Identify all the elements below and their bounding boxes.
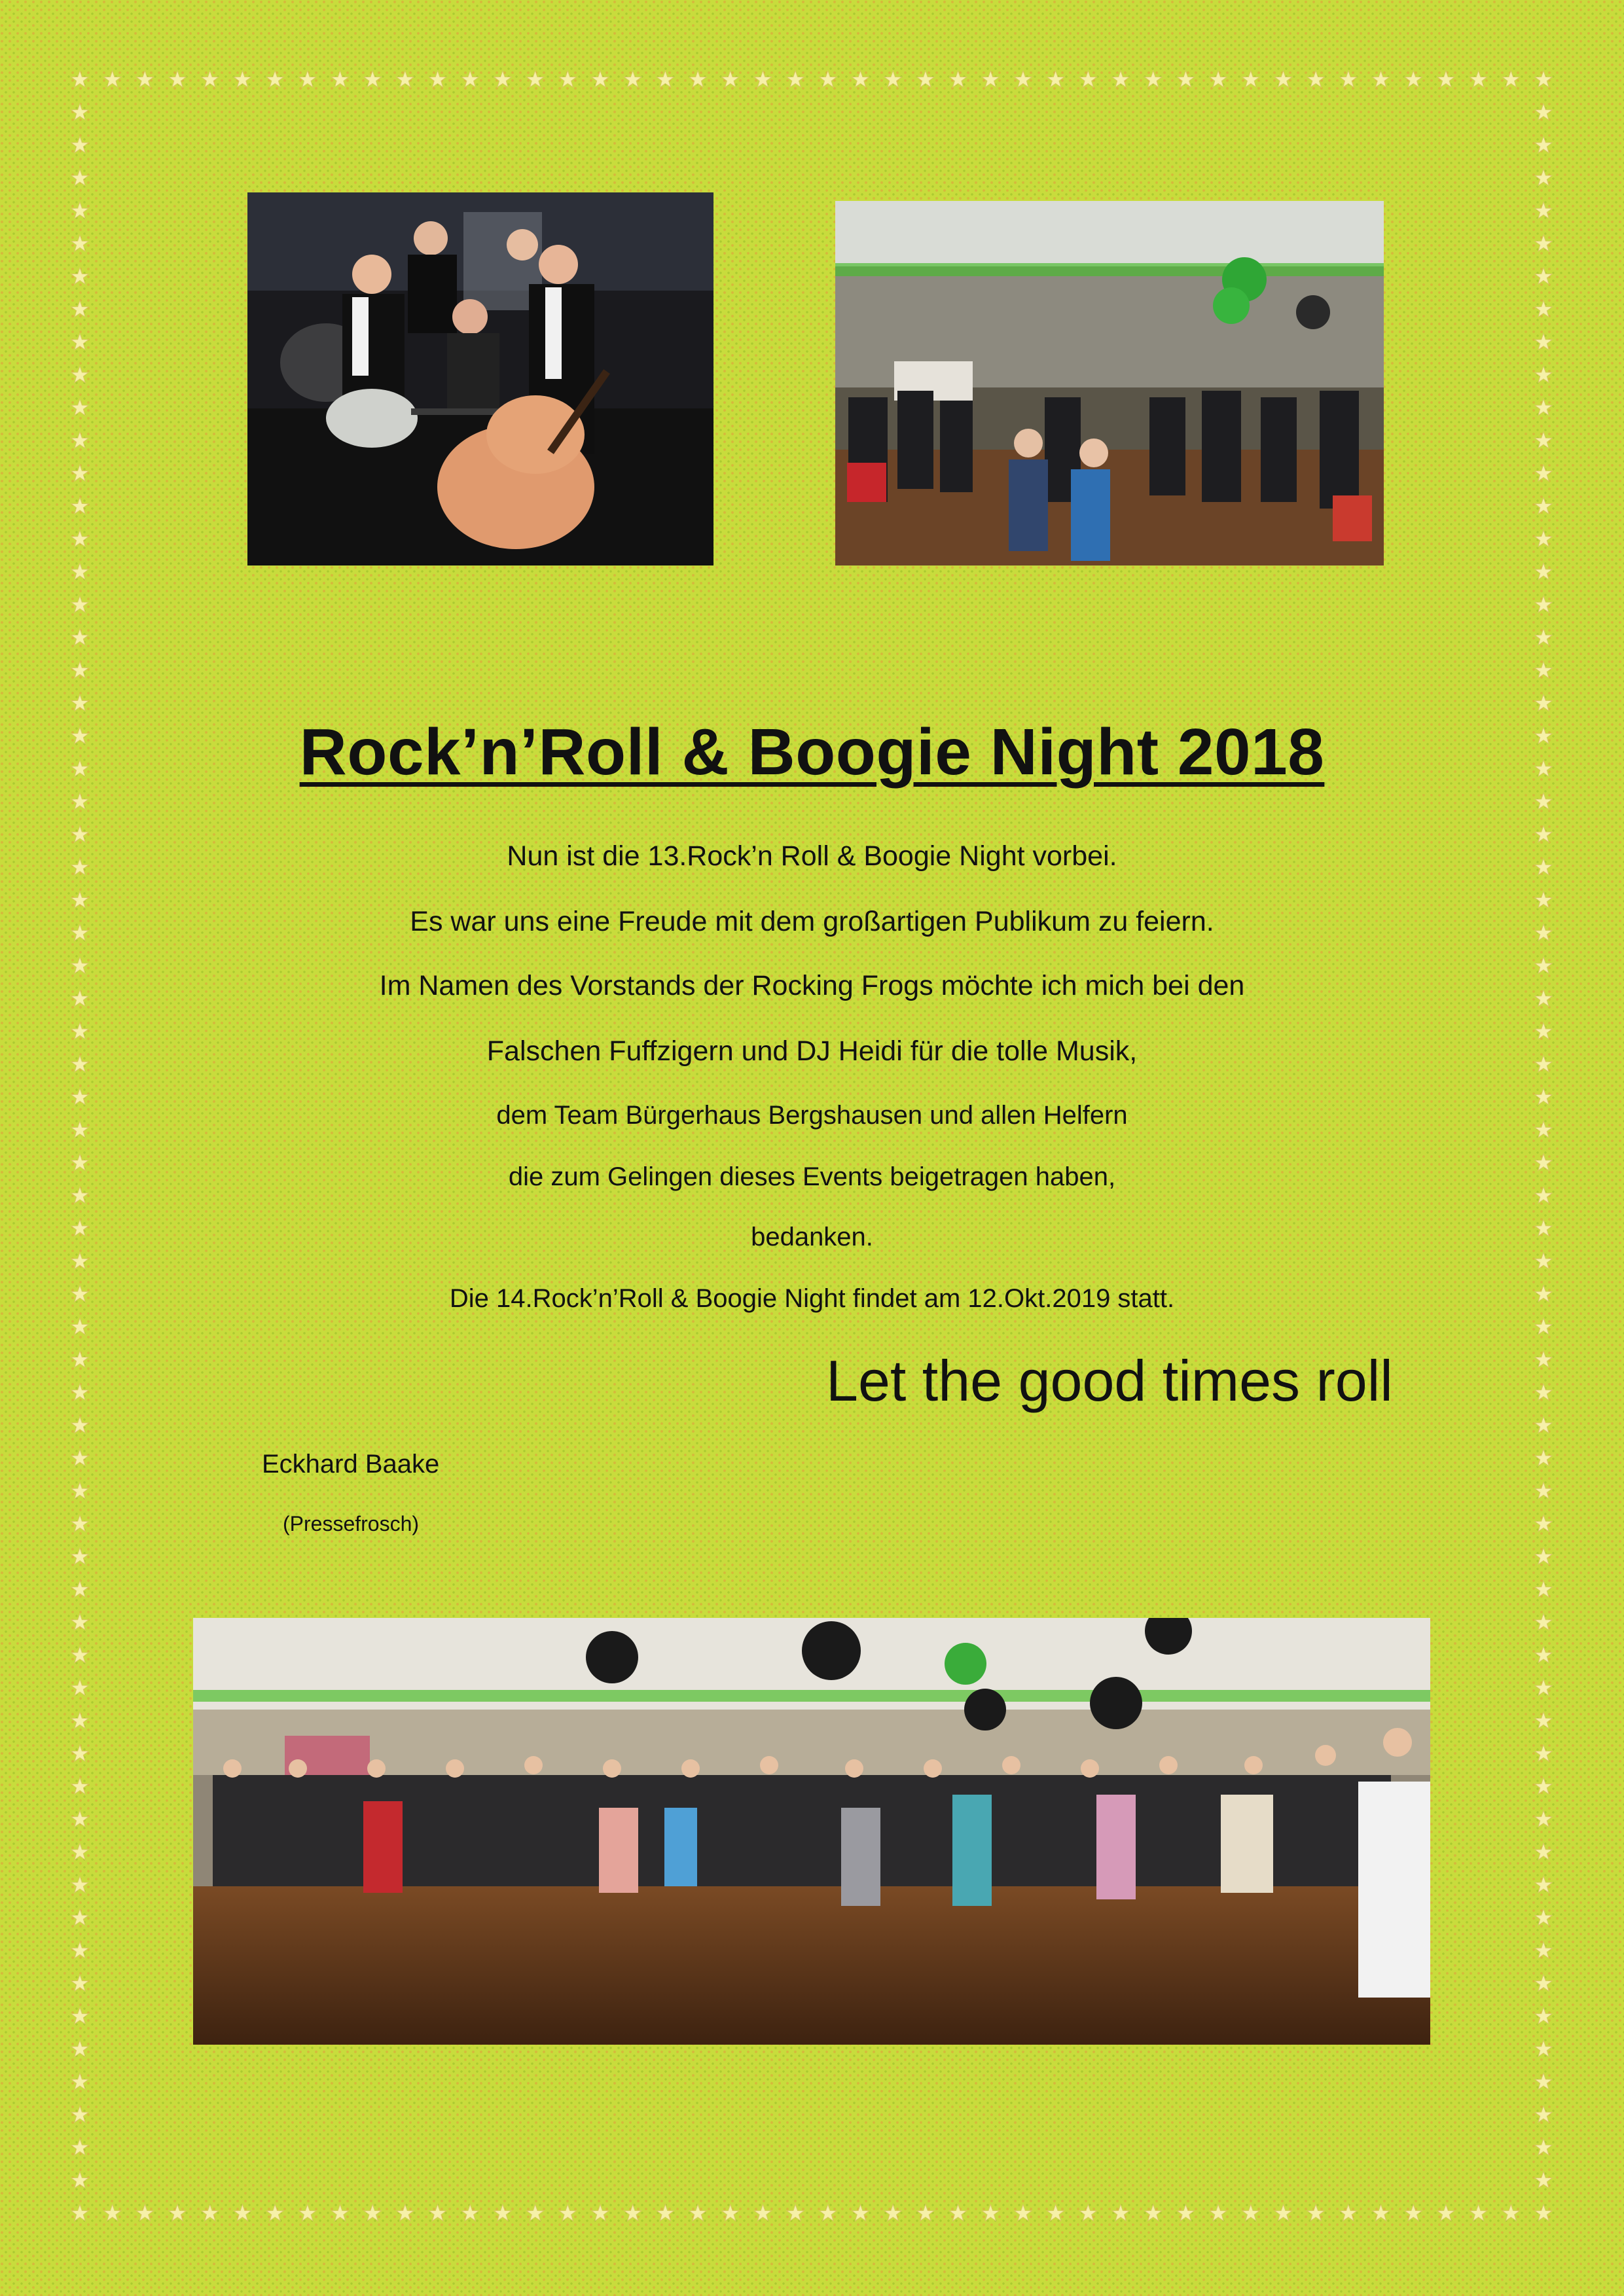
border-star-icon [1535,596,1553,612]
border-star-icon [1535,71,1553,87]
border-star-icon [1535,662,1553,678]
border-star-icon [1535,1318,1553,1335]
border-star-icon [689,2204,707,2221]
border-star-icon [1470,2204,1487,2221]
border-star-icon [1535,2073,1553,2089]
border-star-icon [71,300,89,317]
border-star-icon [71,2007,89,2024]
border-star-icon [526,71,544,87]
border-star-icon [397,2204,414,2221]
border-star-icon [820,71,837,87]
border-star-icon [429,71,446,87]
border-star-icon [1340,2204,1358,2221]
border-star-icon [559,71,577,87]
border-star-icon [1502,2204,1520,2221]
border-star-icon [1535,2106,1553,2123]
border-star-icon [1535,1975,1553,1991]
border-star-icon [1177,2204,1195,2221]
border-star-icon [949,71,967,87]
border-star-icon [71,793,89,809]
border-star-icon [71,563,89,579]
group-panorama-photo [193,1618,1430,2045]
border-star-icon [1535,1712,1553,1729]
border-star-icon [1144,71,1162,87]
text-line-1: Nun ist die 13.Rock’n Roll & Boogie Night vorbei. [507,840,1117,872]
border-star-icon [1242,2204,1260,2221]
border-star-icon [657,71,674,87]
border-star-icon [71,1942,89,1958]
text-line-8: Die 14.Rock’n’Roll & Boogie Night findet am 12.Okt.2019 statt. [449,1284,1175,1313]
border-star-icon [982,2204,1000,2221]
border-star-icon [1535,202,1553,219]
border-star-icon [1535,1416,1553,1433]
border-star-icon [1535,1581,1553,1597]
border-star-icon [71,1613,89,1630]
border-star-icon [169,71,187,87]
border-star-icon [71,366,89,382]
border-star-icon [1535,1679,1553,1696]
border-star-icon [1535,1449,1553,1465]
author-name: Eckhard Baake [262,1450,440,1479]
text-line-4: Falschen Fuffzigern und DJ Heidi für die tolle Musik, [486,1035,1138,1067]
border-star-icon [71,1384,89,1400]
border-star-icon [71,103,89,120]
border-star-icon [201,71,219,87]
border-star-icon [1535,268,1553,284]
border-star-icon [71,235,89,251]
border-star-icon [71,2040,89,2056]
border-star-icon [1535,793,1553,809]
dance-floor-photo [835,201,1384,565]
border-star-icon [71,1810,89,1827]
border-star-icon [1535,563,1553,579]
border-star-icon [559,2204,577,2221]
border-star-icon [1535,2139,1553,2155]
border-star-icon [1535,366,1553,382]
border-star-icon [1437,2204,1455,2221]
border-star-icon [917,2204,935,2221]
border-star-icon [917,71,935,87]
border-star-icon [397,71,414,87]
border-star-icon [1535,235,1553,251]
text-line-2: Es war uns eine Freude mit dem großartigen Publikum zu feiern. [410,906,1214,937]
border-star-icon [494,2204,512,2221]
border-star-icon [136,2204,154,2221]
border-star-icon [71,1679,89,1696]
border-star-icon [624,2204,641,2221]
border-star-icon [71,2073,89,2089]
border-star-icon [689,71,707,87]
border-star-icon [1242,71,1260,87]
border-star-icon [1535,2040,1553,2056]
border-star-icon [1340,71,1358,87]
border-star-icon [1535,169,1553,185]
border-star-icon [1307,2204,1325,2221]
border-star-icon [592,71,609,87]
border-star-icon [71,465,89,481]
border-star-icon [429,2204,446,2221]
border-star-icon [201,2204,219,2221]
border-star-icon [299,71,317,87]
border-star-icon [1535,300,1553,317]
border-star-icon [1274,2204,1292,2221]
border-star-icon [1047,71,1064,87]
border-star-icon [787,2204,804,2221]
band-photo [247,192,713,565]
author-role: (Pressefrosch) [283,1512,420,1535]
border-star-icon [71,432,89,448]
border-star-icon [721,2204,739,2221]
border-star-icon [884,2204,902,2221]
border-star-icon [1502,71,1520,87]
border-star-icon [1535,530,1553,547]
border-star-icon [982,71,1000,87]
border-star-icon [71,2172,89,2188]
border-star-icon [71,1351,89,1367]
border-star-icon [71,1843,89,1859]
border-star-icon [787,71,804,87]
border-star-icon [1535,465,1553,481]
border-star-icon [71,1745,89,1761]
border-star-icon [71,662,89,678]
border-star-icon [949,2204,967,2221]
border-star-icon [71,2106,89,2123]
border-star-icon [1535,1613,1553,1630]
border-star-icon [1535,136,1553,152]
border-star-icon [1470,71,1487,87]
border-star-icon [657,2204,674,2221]
border-star-icon [1405,2204,1422,2221]
border-star-icon [1535,1515,1553,1532]
border-star-icon [71,694,89,711]
border-star-icon [754,71,772,87]
text-line-5: dem Team Bürgerhaus Bergshausen und allen Helfern [496,1101,1128,1130]
border-star-icon [1535,399,1553,416]
border-star-icon [1535,1548,1553,1564]
border-star-icon [71,333,89,350]
border-star-icon [71,1646,89,1662]
border-star-icon [266,2204,284,2221]
border-star-icon [1437,71,1455,87]
border-star-icon [71,169,89,185]
border-star-icon [461,2204,479,2221]
border-star-icon [852,71,869,87]
border-star-icon [1535,1778,1553,1794]
border-star-icon [1535,2204,1553,2221]
border-star-icon [71,1909,89,1926]
border-star-icon [526,2204,544,2221]
border-star-icon [1535,1351,1553,1367]
border-star-icon [1535,1482,1553,1499]
border-star-icon [71,1712,89,1729]
border-star-icon [820,2204,837,2221]
border-star-icon [1535,333,1553,350]
border-star-icon [1535,629,1553,645]
border-star-icon [71,629,89,645]
border-star-icon [1535,2007,1553,2024]
border-star-icon [1079,71,1097,87]
border-star-icon [71,1449,89,1465]
border-star-icon [71,399,89,416]
border-star-icon [364,2204,382,2221]
border-star-icon [71,202,89,219]
border-star-icon [169,2204,187,2221]
border-star-icon [299,2204,317,2221]
border-star-icon [331,71,349,87]
border-star-icon [71,2204,89,2221]
border-star-icon [71,71,89,87]
border-star-icon [1047,2204,1064,2221]
border-star-icon [1535,1384,1553,1400]
border-star-icon [71,1778,89,1794]
border-star-icon [1015,71,1032,87]
border-star-icon [71,1975,89,1991]
border-star-icon [71,2139,89,2155]
border-star-icon [1535,1843,1553,1859]
border-star-icon [1535,2172,1553,2188]
border-star-icon [1210,71,1227,87]
text-line-6: die zum Gelingen dieses Events beigetragen haben, [508,1162,1116,1191]
border-star-icon [1535,1810,1553,1827]
border-star-icon [1405,71,1422,87]
border-star-icon [234,71,251,87]
border-star-icon [461,71,479,87]
border-star-icon [1535,1909,1553,1926]
border-star-icon [1177,71,1195,87]
border-star-icon [71,1876,89,1892]
border-star-icon [592,2204,609,2221]
border-star-icon [1535,694,1553,711]
border-star-icon [624,71,641,87]
page-title: Rock’n’Roll & Boogie Night 2018 [299,715,1325,789]
border-star-icon [1372,2204,1390,2221]
border-star-icon [884,71,902,87]
border-star-icon [721,71,739,87]
border-star-icon [71,1318,89,1335]
border-star-icon [71,1482,89,1499]
border-star-icon [1112,2204,1130,2221]
border-star-icon [103,71,121,87]
border-star-icon [1144,2204,1162,2221]
border-star-icon [1112,71,1130,87]
border-star-icon [103,2204,121,2221]
border-star-icon [71,1581,89,1597]
border-star-icon [364,71,382,87]
border-star-icon [1210,2204,1227,2221]
border-star-icon [71,497,89,514]
border-star-icon [1015,2204,1032,2221]
border-star-icon [71,1548,89,1564]
border-star-icon [71,1416,89,1433]
border-star-icon [1372,71,1390,87]
text-line-7: bedanken. [751,1223,873,1251]
border-star-icon [1535,1646,1553,1662]
border-star-icon [1535,1745,1553,1761]
border-star-icon [1535,103,1553,120]
border-star-icon [1535,1876,1553,1892]
border-star-icon [266,71,284,87]
border-star-icon [71,268,89,284]
border-star-icon [71,136,89,152]
border-star-icon [1535,1942,1553,1958]
border-star-icon [331,2204,349,2221]
border-star-icon [494,71,512,87]
border-star-icon [136,71,154,87]
border-star-icon [234,2204,251,2221]
border-star-icon [852,2204,869,2221]
border-star-icon [1535,497,1553,514]
border-star-icon [1079,2204,1097,2221]
border-star-icon [1307,71,1325,87]
border-star-icon [754,2204,772,2221]
border-star-icon [71,596,89,612]
border-star-icon [71,1515,89,1532]
motto: Let the good times roll [826,1348,1393,1413]
text-line-3: Im Namen des Vorstands der Rocking Frogs möchte ich mich bei den [379,970,1245,1001]
border-star-icon [71,530,89,547]
border-star-icon [1535,432,1553,448]
border-star-icon [1274,71,1292,87]
